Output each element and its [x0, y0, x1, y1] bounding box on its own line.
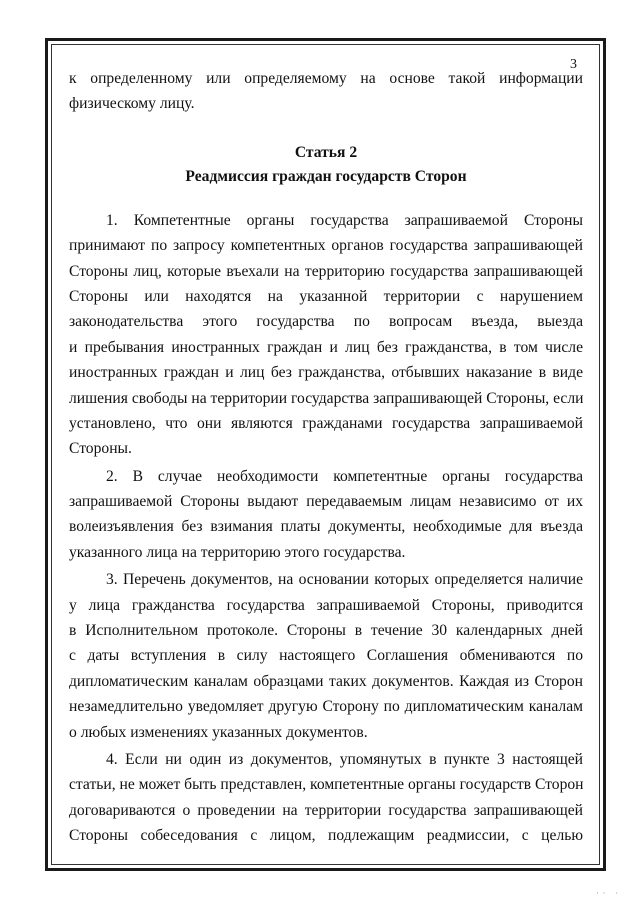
- text-line: запрашиваемой Стороны выдают передаваемым лицам независимо от их: [69, 493, 583, 511]
- text-line: дипломатическим каналам образцами таких документов. Каждая из Сторон: [69, 672, 583, 690]
- text-line: и пребывания иностранных граждан и лиц без гражданства, в том числе: [69, 338, 583, 356]
- page-number: 3: [570, 57, 577, 72]
- text-line: договариваются о проведении на территории государства запрашивающей: [69, 801, 583, 819]
- text-line: статьи, не может быть представлен, компетентные органы государств Сторон: [69, 776, 584, 794]
- text-line: 1. Компетентные органы государства запрашиваемой Стороны: [106, 211, 583, 229]
- text-line: иностранных граждан и лиц без гражданства, отбывших наказание в виде: [69, 364, 583, 382]
- text-line: 3. Перечень документов, на основании которых определяется наличие: [106, 571, 583, 589]
- text-line: указанного лица на территорию этого государства.: [69, 543, 406, 561]
- text-line: 2. В случае необходимости компетентные органы государства: [106, 467, 583, 485]
- text-line: волеизъявления без взимания платы документы, необходимые для въезда: [69, 518, 583, 536]
- scan-speck: ·· ·: [596, 889, 622, 898]
- text-line: законодательства этого государства по вопросам въезда, выезда: [69, 313, 583, 331]
- text-line: 4. Если ни один из документов, упомянутых в пункте 3 настоящей: [106, 750, 583, 768]
- text-line: лишения свободы на территории государства запрашивающей Стороны, если: [69, 389, 584, 407]
- text-line: принимают по запросу компетентных органов государства запрашивающей: [69, 237, 583, 255]
- article-heading: [69, 141, 583, 189]
- continuation-text: [69, 66, 583, 117]
- text-line: установлено, что они являются гражданами государства запрашиваемой: [69, 414, 583, 432]
- paragraph-1: [69, 208, 583, 462]
- text-line: с даты вступления в силу настоящего Соглашения обмениваются по: [69, 647, 583, 665]
- text-line: незамедлительно уведомляет другую Сторону по дипломатическим каналам: [69, 698, 583, 716]
- text-line: Стороны или находятся на указанной территории с нарушением: [69, 287, 583, 305]
- text-line: физическому лицу.: [69, 95, 195, 113]
- text-line: Стороны собеседования с лицом, подлежащим реадмиссии, с целью: [69, 827, 583, 845]
- paragraph-2: [69, 464, 583, 566]
- article-number: Статья 2: [294, 143, 358, 161]
- document-body: [69, 66, 583, 849]
- text-line: Стороны.: [69, 440, 132, 458]
- paragraph-3: [69, 567, 583, 745]
- paragraph-4: [69, 747, 583, 849]
- text-line: у лица гражданства государства запрашиваемой Стороны, приводится: [69, 596, 583, 614]
- text-line: о любых изменениях указанных документов.: [69, 723, 368, 741]
- text-line: к определенному или определяемому на основе такой информации: [69, 70, 583, 87]
- article-title: Реадмиссия граждан государств Сторон: [185, 167, 467, 185]
- text-line: в Исполнительном протоколе. Стороны в течение 30 календарных дней: [69, 622, 583, 640]
- text-line: Стороны лиц, которые въехали на территорию государства запрашивающей: [69, 262, 583, 280]
